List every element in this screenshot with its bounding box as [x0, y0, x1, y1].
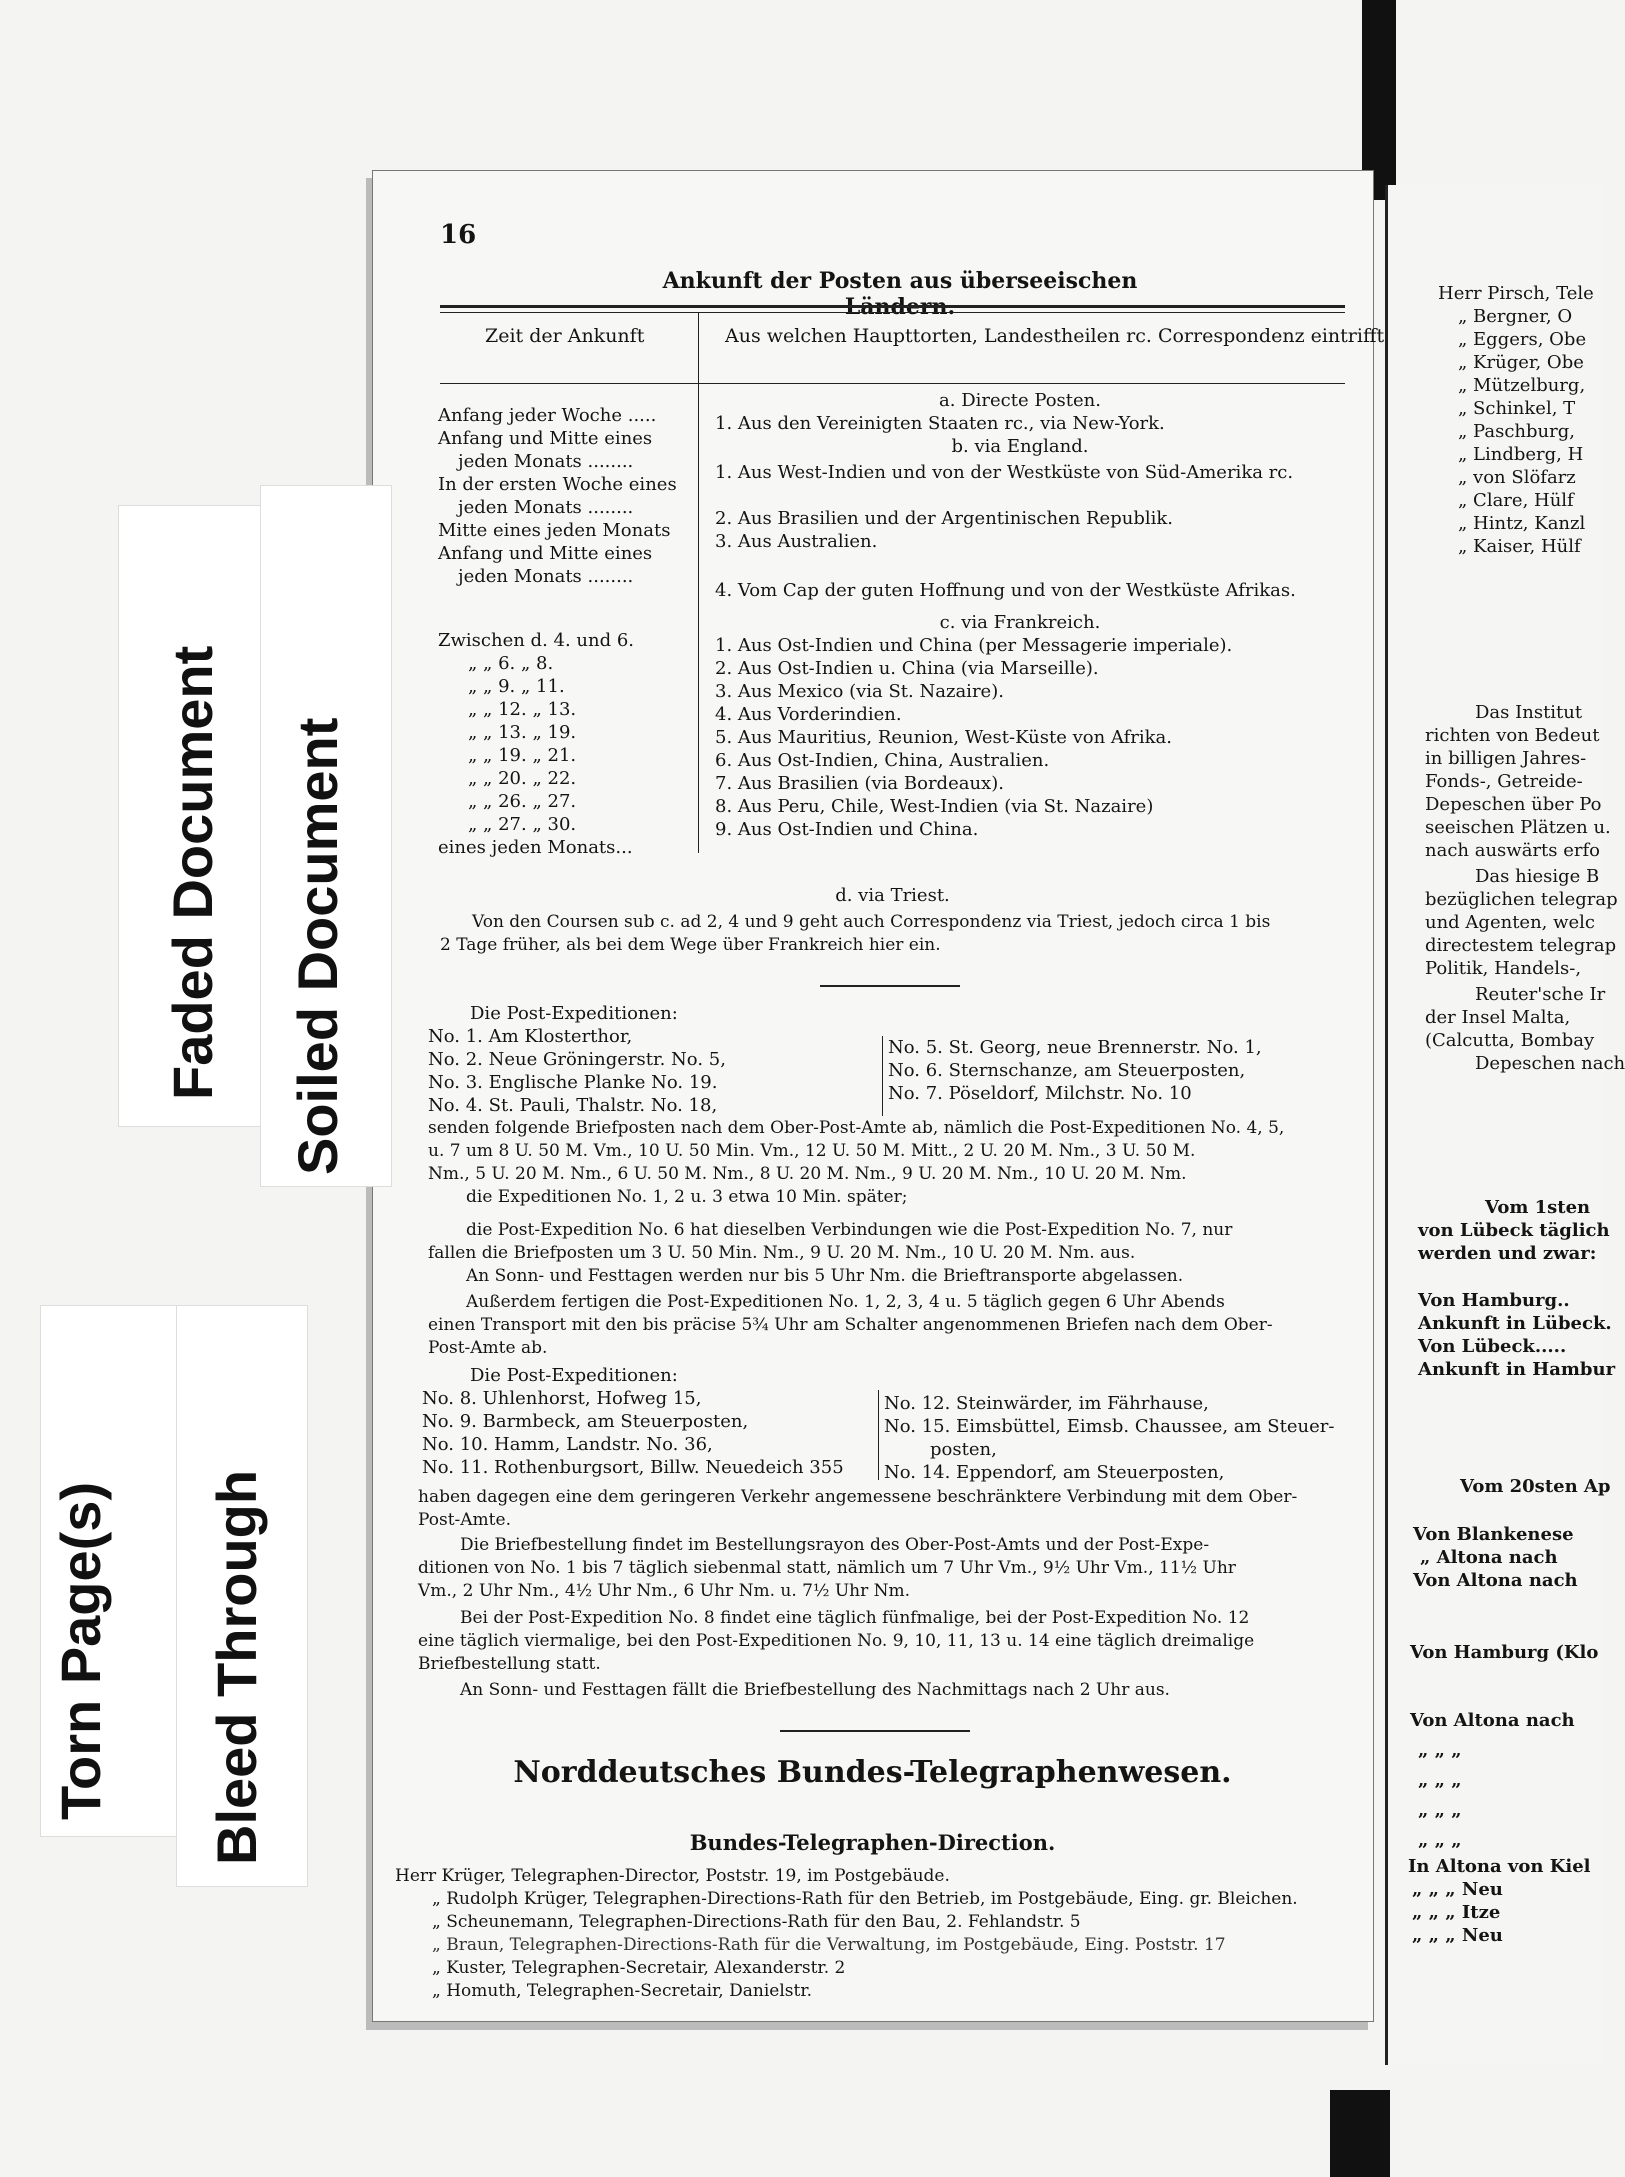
right-page-line: „ Altona nach: [1420, 1547, 1558, 1568]
right-page-line: Vom 20sten Ap: [1460, 1476, 1611, 1497]
post-text: Die Briefbestellung findet im Bestellungsrayon des Ober-Post-Amts und der Post-Expe-: [460, 1535, 1210, 1555]
triest-text: 2 Tage früher, als bei dem Wege über Frankreich hier ein.: [440, 935, 941, 955]
origin-row: 7. Aus Brasilien (via Bordeaux).: [715, 773, 1004, 794]
post-text: Post-Amte.: [418, 1510, 511, 1530]
right-page-line: „ Paschburg,: [1458, 421, 1575, 442]
right-page-line: Von Blankenese: [1413, 1524, 1574, 1545]
time-row: Anfang und Mitte eines: [438, 543, 653, 564]
right-page-line: „ „ „: [1418, 1740, 1462, 1761]
right-page-line: (Calcutta, Bombay: [1425, 1030, 1595, 1051]
post-text: u. 7 um 8 U. 50 M. Vm., 10 U. 50 Min. Vm., 12 U. 50 M. Mitt., 2 U. 20 M. Nm., 3 U. 50 M.: [428, 1141, 1196, 1161]
time-row: eines jeden Monats...: [438, 837, 633, 858]
right-page-line: „ „ „ Neu: [1412, 1879, 1503, 1900]
origin-row: 6. Aus Ost-Indien, China, Australien.: [715, 750, 1050, 771]
origin-row: 9. Aus Ost-Indien und China.: [715, 819, 979, 840]
right-page-line: „ Clare, Hülf: [1458, 490, 1574, 511]
right-page-line: Das hiesige B: [1475, 866, 1600, 887]
right-page-line: und Agenten, welc: [1425, 912, 1596, 933]
origin-row: 3. Aus Australien.: [715, 531, 878, 552]
origin-row: 2. Aus Brasilien und der Argentinischen Republik.: [715, 508, 1173, 529]
right-page-line: „ Lindberg, H: [1458, 444, 1584, 465]
post-office: No. 6. Sternschanze, am Steuerposten,: [888, 1060, 1246, 1081]
post-text: Post-Amte ab.: [428, 1338, 548, 1358]
time-row: Mitte eines jeden Monats: [438, 520, 671, 541]
staff-row: Herr Krüger, Telegraphen-Director, Poststr. 19, im Postgebäude.: [395, 1866, 950, 1886]
subheading-triest: d. via Triest.: [835, 885, 950, 906]
right-page-line: „ „ „: [1418, 1830, 1462, 1851]
right-page-line: Herr Pirsch, Tele: [1438, 283, 1594, 304]
staff-row: „ Kuster, Telegraphen-Secretair, Alexanderstr. 2: [432, 1958, 846, 1978]
right-page-line: In Altona von Kiel: [1408, 1856, 1591, 1877]
right-page-line: Politik, Handels-,: [1425, 958, 1582, 979]
time-row: „ „ 13. „ 19.: [468, 722, 577, 743]
time-row: Anfang und Mitte eines: [438, 428, 653, 449]
right-page-line: Das Institut: [1475, 702, 1583, 723]
origin-row: 1. Aus West-Indien und von der Westküste von Süd-Amerika rc.: [715, 462, 1294, 483]
right-page-line: Depeschen nach: [1475, 1053, 1625, 1074]
post-office: No. 7. Pöseldorf, Milchstr. No. 10: [888, 1083, 1192, 1104]
right-page-line: „ „ „: [1418, 1770, 1462, 1791]
right-page-line: „ Bergner, O: [1458, 306, 1573, 327]
header-rule-top: [440, 305, 1345, 308]
right-page-line: Reuter'sche Ir: [1475, 984, 1606, 1005]
right-page-line: „ Krüger, Obe: [1458, 352, 1584, 373]
post-text: Bei der Post-Expedition No. 8 findet eine täglich fünfmalige, bei der Post-Expedition No. 12: [460, 1608, 1250, 1628]
header-rule-bottom: [440, 383, 1345, 384]
time-row: „ „ 12. „ 13.: [468, 699, 577, 720]
section-divider: [820, 985, 960, 987]
post-office: posten,: [930, 1439, 997, 1460]
right-page-line: Ankunft in Lübeck.: [1418, 1313, 1612, 1334]
post-office: No. 2. Neue Gröningerstr. No. 5,: [428, 1049, 726, 1070]
right-page-line: „ Kaiser, Hülf: [1458, 536, 1581, 557]
section-title: Norddeutsches Bundes-Telegraphenwesen.: [513, 1755, 1232, 1790]
right-page-line: Von Hamburg (Klo: [1410, 1642, 1599, 1663]
staff-row: „ Scheunemann, Telegraphen-Directions-Rath für den Bau, 2. Fehlandstr. 5: [432, 1912, 1081, 1932]
section-divider: [780, 1730, 970, 1732]
post-text: Außerdem fertigen die Post-Expeditionen No. 1, 2, 3, 4 u. 5 täglich gegen 6 Uhr Abends: [466, 1292, 1225, 1312]
time-row: jeden Monats ........: [458, 451, 634, 472]
time-row: „ „ 9. „ 11.: [468, 676, 565, 697]
column-header-origin: Aus welchen Haupttorten, Landestheilen rc. Correspondenz eintrifft: [725, 325, 1385, 347]
post-bracket: [878, 1390, 879, 1480]
subheading-england: b. via England.: [951, 436, 1089, 457]
post-text: fallen die Briefposten um 3 U. 50 Min. Nm., 9 U. 20 M. Nm., 10 U. 20 M. Nm. aus.: [428, 1243, 1136, 1263]
right-page-line: Ankunft in Hambur: [1418, 1359, 1616, 1380]
post-text: Briefbestellung statt.: [418, 1654, 601, 1674]
right-page-line: werden und zwar:: [1418, 1243, 1597, 1264]
column-header-time: Zeit der Ankunft: [485, 325, 645, 347]
post-office: No. 15. Eimsbüttel, Eimsb. Chaussee, am Steuer-: [884, 1416, 1335, 1437]
right-page-line: seeischen Plätzen u.: [1425, 817, 1611, 838]
right-page-line: Fonds-, Getreide-: [1425, 771, 1583, 792]
right-page-line: der Insel Malta,: [1425, 1007, 1571, 1028]
post-text: eine täglich viermalige, bei den Post-Expeditionen No. 9, 10, 11, 13 u. 14 eine täglich dreimalige: [418, 1631, 1255, 1651]
origin-row: 4. Vom Cap der guten Hoffnung und von der Westküste Afrikas.: [715, 580, 1296, 601]
post-text: die Expeditionen No. 1, 2 u. 3 etwa 10 Min. später;: [466, 1187, 908, 1207]
staff-row: „ Braun, Telegraphen-Directions-Rath für die Verwaltung, im Postgebäude, Eing. Poststr. 17: [432, 1935, 1226, 1955]
right-page-line: Vom 1sten: [1485, 1197, 1591, 1218]
header-divider: [698, 313, 699, 383]
post-office: No. 9. Barmbeck, am Steuerposten,: [422, 1411, 749, 1432]
post-office: No. 10. Hamm, Landstr. No. 36,: [422, 1434, 713, 1455]
label-soiled-document: Soiled Document: [286, 717, 349, 1175]
right-page-line: Von Hamburg..: [1418, 1290, 1570, 1311]
staff-row: „ Rudolph Krüger, Telegraphen-Directions-Rath für den Betrieb, im Postgebäude, Eing. gr. Bleichen.: [432, 1889, 1298, 1909]
post-text: ditionen von No. 1 bis 7 täglich siebenmal statt, nämlich um 7 Uhr Vm., 9½ Uhr Vm., 11½ Uhr: [418, 1558, 1236, 1578]
right-page-line: in billigen Jahres-: [1425, 748, 1587, 769]
right-page-line: „ Mützelburg,: [1458, 375, 1586, 396]
origin-row: 1. Aus Ost-Indien und China (per Messagerie imperiale).: [715, 635, 1233, 656]
post-office: No. 14. Eppendorf, am Steuerposten,: [884, 1462, 1225, 1483]
right-page-line: „ von Slöfarz: [1458, 467, 1576, 488]
right-page-line: „ Schinkel, T: [1458, 398, 1576, 419]
post-text: Nm., 5 U. 20 M. Nm., 6 U. 50 M. Nm., 8 U. 20 M. Nm., 9 U. 20 M. Nm., 10 U. 20 M. Nm.: [428, 1164, 1187, 1184]
right-page-line: Von Lübeck.....: [1418, 1336, 1567, 1357]
right-page-line: „ Hintz, Kanzl: [1458, 513, 1586, 534]
post-heading: Die Post-Expeditionen:: [470, 1003, 678, 1024]
post-text: An Sonn- und Festtagen werden nur bis 5 Uhr Nm. die Brieftransporte abgelassen.: [466, 1266, 1184, 1286]
time-row: jeden Monats ........: [458, 566, 634, 587]
right-page-line: „ „ „ Neu: [1412, 1925, 1503, 1946]
film-edge-bottom: [1330, 2090, 1390, 2177]
post-office: No. 8. Uhlenhorst, Hofweg 15,: [422, 1388, 702, 1409]
origin-row: 3. Aus Mexico (via St. Nazaire).: [715, 681, 1004, 702]
origin-row: 8. Aus Peru, Chile, West-Indien (via St. Nazaire): [715, 796, 1154, 817]
label-bleed-through: Bleed Through: [205, 1469, 268, 1865]
post-office: No. 12. Steinwärder, im Fährhause,: [884, 1393, 1209, 1414]
page-number: 16: [440, 220, 477, 250]
right-page-line: „ „ „ Itze: [1412, 1902, 1501, 1923]
time-row: jeden Monats ........: [458, 497, 634, 518]
post2-heading: Die Post-Expeditionen:: [470, 1365, 678, 1386]
right-page-line: richten von Bedeut: [1425, 725, 1600, 746]
post-office: No. 3. Englische Planke No. 19.: [428, 1072, 718, 1093]
time-row: In der ersten Woche eines: [438, 474, 677, 495]
post-text: Vm., 2 Uhr Nm., 4½ Uhr Nm., 6 Uhr Nm. u. 7½ Uhr Nm.: [418, 1581, 911, 1601]
table-divider: [698, 383, 699, 853]
post-text: An Sonn- und Festtagen fällt die Briefbestellung des Nachmittags nach 2 Uhr aus.: [460, 1680, 1170, 1700]
time-row: „ „ 6. „ 8.: [468, 653, 554, 674]
right-page-line: Depeschen über Po: [1425, 794, 1602, 815]
label-torn-pages: Torn Page(s): [49, 1481, 112, 1820]
right-page-line: „ „ „: [1418, 1800, 1462, 1821]
right-page-line: directestem telegrap: [1425, 935, 1617, 956]
post-text: einen Transport mit den bis präcise 5¾ Uhr am Schalter angenommenen Briefen nach dem Ober-: [428, 1315, 1273, 1335]
staff-row: „ Homuth, Telegraphen-Secretair, Danielstr.: [432, 1981, 812, 2001]
right-page-line: nach auswärts erfo: [1425, 840, 1600, 861]
page-title: Ankunft der Posten aus überseeischen Ländern.: [662, 268, 1138, 320]
time-row: „ „ 20. „ 22.: [468, 768, 577, 789]
origin-row: 5. Aus Mauritius, Reunion, West-Küste von Afrika.: [715, 727, 1172, 748]
post-bracket: [882, 1036, 883, 1116]
post-office: No. 1. Am Klosterthor,: [428, 1026, 633, 1047]
post-text: haben dagegen eine dem geringeren Verkehr angemessene beschränktere Verbindung mit dem Ober-: [418, 1487, 1298, 1507]
time-row: „ „ 27. „ 30.: [468, 814, 577, 835]
triest-text: Von den Coursen sub c. ad 2, 4 und 9 geht auch Correspondenz via Triest, jedoch circa 1 bis: [472, 912, 1271, 932]
post-office: No. 11. Rothenburgsort, Billw. Neuedeich 355: [422, 1457, 844, 1478]
section-subtitle: Bundes-Telegraphen-Direction.: [689, 1830, 1056, 1855]
right-page-line: „ Eggers, Obe: [1458, 329, 1587, 350]
origin-row: 2. Aus Ost-Indien u. China (via Marseille).: [715, 658, 1099, 679]
origin-row: 4. Aus Vorderindien.: [715, 704, 902, 725]
post-office: No. 5. St. Georg, neue Brennerstr. No. 1,: [888, 1037, 1262, 1058]
right-page-line: Von Altona nach: [1410, 1710, 1575, 1731]
header-rule-top-thin: [440, 312, 1345, 313]
time-row: „ „ 19. „ 21.: [468, 745, 577, 766]
time-row: Anfang jeder Woche .....: [438, 405, 657, 426]
label-faded-document: Faded Document: [161, 645, 224, 1100]
origin-row: 1. Aus den Vereinigten Staaten rc., via New-York.: [715, 413, 1165, 434]
post-text: senden folgende Briefposten nach dem Ober-Post-Amte ab, nämlich die Post-Expeditionen No. 4, 5,: [428, 1118, 1285, 1138]
right-page-line: bezüglichen telegrap: [1425, 889, 1618, 910]
time-row: Zwischen d. 4. und 6.: [438, 630, 635, 651]
subheading-frankreich: c. via Frankreich.: [939, 612, 1101, 633]
subheading-direct: a. Directe Posten.: [939, 390, 1101, 411]
right-page-line: Von Altona nach: [1413, 1570, 1578, 1591]
post-text: die Post-Expedition No. 6 hat dieselben Verbindungen wie die Post-Expedition No. 7, nur: [466, 1220, 1233, 1240]
time-row: „ „ 26. „ 27.: [468, 791, 577, 812]
post-office: No. 4. St. Pauli, Thalstr. No. 18,: [428, 1095, 718, 1116]
right-page-line: von Lübeck täglich: [1418, 1220, 1610, 1241]
